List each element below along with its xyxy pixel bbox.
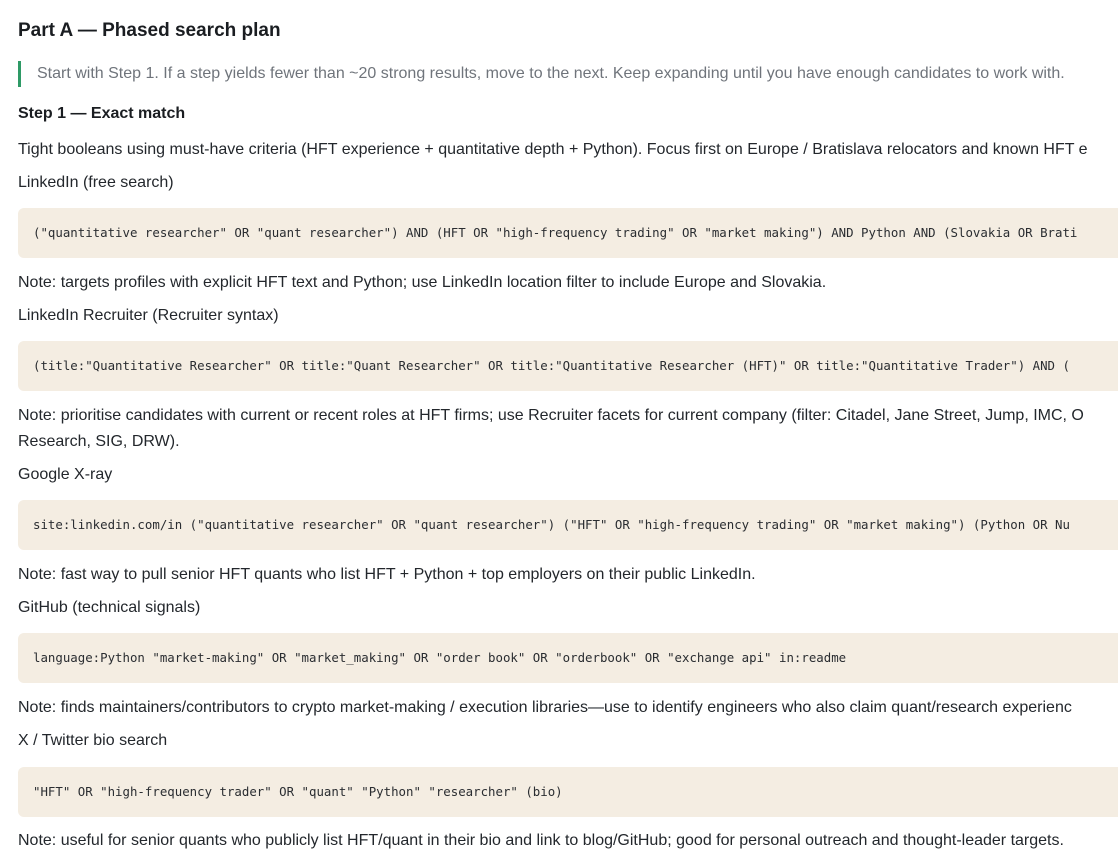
note-linkedin: Note: targets profiles with explicit HFT text and Python; use LinkedIn location filter to include Europe and Slovakia.	[18, 274, 827, 291]
section-label-google-xray: Google X-ray	[18, 466, 113, 483]
note-recruiter: Note: prioritise candidates with current or recent roles at HFT firms; use Recruiter facets for current company (filter: Citadel, Jane Street, Jump, IMC, O Research, SIG, DRW).	[18, 407, 1084, 450]
section-label-twitter: X / Twitter bio search	[18, 732, 168, 749]
section-label-github: GitHub (technical signals)	[18, 599, 201, 616]
note-twitter: Note: useful for senior quants who publicly list HFT/quant in their bio and link to blog/GitHub; good for personal outreach and thought-leader targets.	[18, 832, 1064, 849]
code-block-github: language:Python "market-making" OR "market_making" OR "order book" OR "orderbook" OR "exchange api" in:readme	[18, 633, 1118, 683]
code-block-recruiter: (title:"Quantitative Researcher" OR title:"Quant Researcher" OR title:"Quantitative Researcher (HFT)" OR title:"Quantitative Trader") AND (	[18, 341, 1118, 391]
section-label-linkedin: LinkedIn (free search)	[18, 174, 174, 191]
note-google-xray: Note: fast way to pull senior HFT quants who list HFT + Python + top employers on their public LinkedIn.	[18, 566, 756, 583]
section-label-recruiter: LinkedIn Recruiter (Recruiter syntax)	[18, 307, 279, 324]
step-1-intro: Tight booleans using must-have criteria (HFT experience + quantitative depth + Python). Focus first on Europe / Bratislava relocators and known HFT e	[18, 141, 1088, 158]
code-block-google-xray: site:linkedin.com/in ("quantitative researcher" OR "quant researcher") ("HFT" OR "high-frequency trading" OR "market making") (Python OR Nu	[18, 500, 1118, 550]
note-github: Note: finds maintainers/contributors to crypto market-making / execution libraries—use to identify engineers who also claim quant/research experienc	[18, 699, 1072, 716]
code-block-linkedin: ("quantitative researcher" OR "quant researcher") AND (HFT OR "high-frequency trading" OR "market making") AND Python AND (Slovakia OR Brati	[18, 208, 1118, 258]
page-title: Part A — Phased search plan	[18, 20, 281, 41]
callout-note: Start with Step 1. If a step yields fewer than ~20 strong results, move to the next. Keep expanding until you have enough candidates to work with.	[18, 61, 1065, 87]
code-block-twitter: "HFT" OR "high-frequency trader" OR "quant" "Python" "researcher" (bio)	[18, 767, 1118, 817]
document-page	[18, 0, 1118, 862]
step-1-heading: Step 1 — Exact match	[18, 105, 186, 122]
